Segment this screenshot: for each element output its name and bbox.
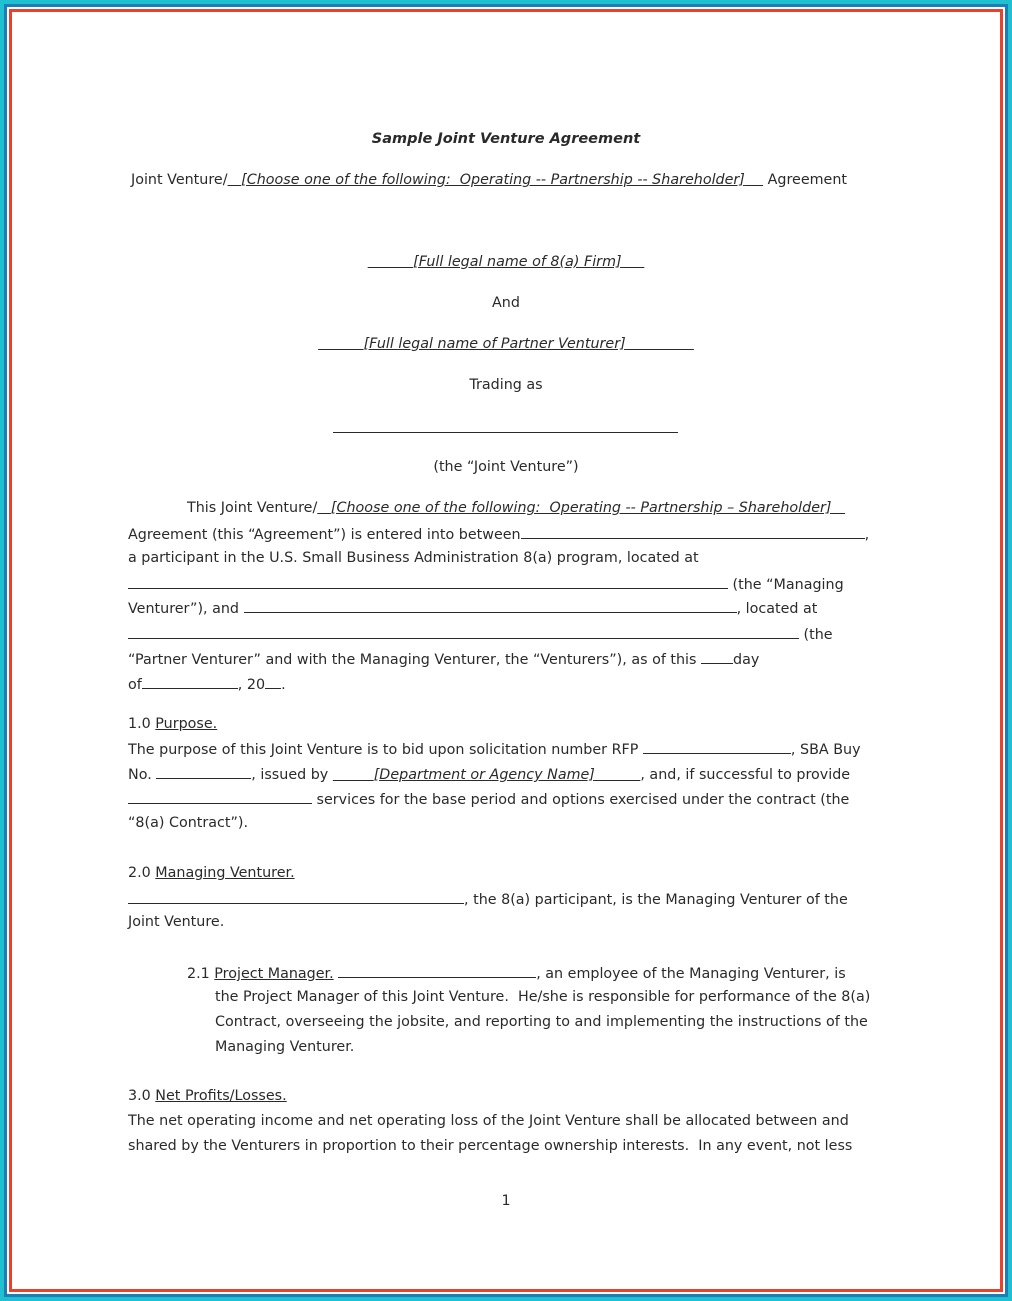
section-3-line-2: shared by the Venturers in proportion to their percentage ownership interests. In any event, not less (128, 1138, 853, 1154)
section-2-line-1: , the 8(a) participant, is the Managing Venturer of the (128, 890, 848, 908)
intro-line-7: “Partner Venturer” and with the Managing Venturer, the “Venturers”), as of this day (128, 652, 760, 668)
section-2-line-2: Joint Venture. (128, 914, 225, 930)
document-title: Sample Joint Venture Agreement (371, 131, 641, 147)
page-number: 1 (501, 1193, 511, 1209)
section-1-line-1: The purpose of this Joint Venture is to bid upon solicitation number RFP , SBA Buy (128, 742, 861, 758)
intro-line-1: This Joint Venture/ [Choose one of the following: Operating -- Partnership – Shareholder] (187, 500, 832, 516)
intro-line-8: of , 20 . (128, 677, 286, 693)
trading-name-blank (333, 432, 678, 433)
and-text: And (492, 295, 520, 311)
header-line (131, 172, 847, 188)
header-prefix: Joint Venture/ (131, 172, 228, 188)
section-1-heading: 1.0 Purpose. (128, 716, 218, 732)
section-3-line-1: The net operating income and net operating loss of the Joint Venture shall be allocated between and (128, 1113, 849, 1129)
intro-line-6: (the (128, 625, 833, 643)
intro-line-3: a participant in the U.S. Small Business Administration 8(a) program, located at (128, 550, 699, 566)
trading-as: Trading as (469, 377, 543, 393)
header-suffix: Agreement (767, 172, 848, 188)
partner-placeholder: [Full legal name of Partner Venturer] (363, 336, 626, 352)
section-2-1-heading: 2.1 Project Manager. , an employee of the Managing Venturer, is (187, 966, 846, 982)
intro-line-2: Agreement (this “Agreement”) is entered into between , (128, 527, 870, 543)
intro-line-5: Venturer”), and , located at (128, 601, 818, 617)
intro-line-4: (the “Managing (128, 575, 844, 593)
section-1-line-4: “8(a) Contract”). (128, 815, 248, 831)
section-1-line-2: No. , issued by [Department or Agency Name] , and, if successful to provide (128, 767, 851, 783)
agency-placeholder: [Department or Agency Name] (373, 767, 595, 783)
joint-venture-label: (the “Joint Venture”) (433, 459, 579, 475)
section-2-1-line-4: Managing Venturer. (215, 1039, 355, 1055)
partner-name-line (0, 336, 1012, 352)
section-2-1-line-3: Contract, overseeing the jobsite, and reporting to and implementing the instructions of the (215, 1014, 868, 1030)
section-2-1-line-2: the Project Manager of this Joint Venture. He/she is responsible for performance of the 8(a) (215, 989, 871, 1005)
section-3-heading: 3.0 Net Profits/Losses. (128, 1088, 287, 1104)
section-1-line-3: services for the base period and options exercised under the contract (the (128, 790, 849, 808)
section-2-heading: 2.0 Managing Venturer. (128, 865, 295, 881)
firm-name-line (0, 254, 1012, 270)
firm-placeholder: [Full legal name of 8(a) Firm] (413, 254, 622, 270)
header-choice: [Choose one of the following: Operating -- Partnership -- Shareholder] (241, 172, 745, 188)
